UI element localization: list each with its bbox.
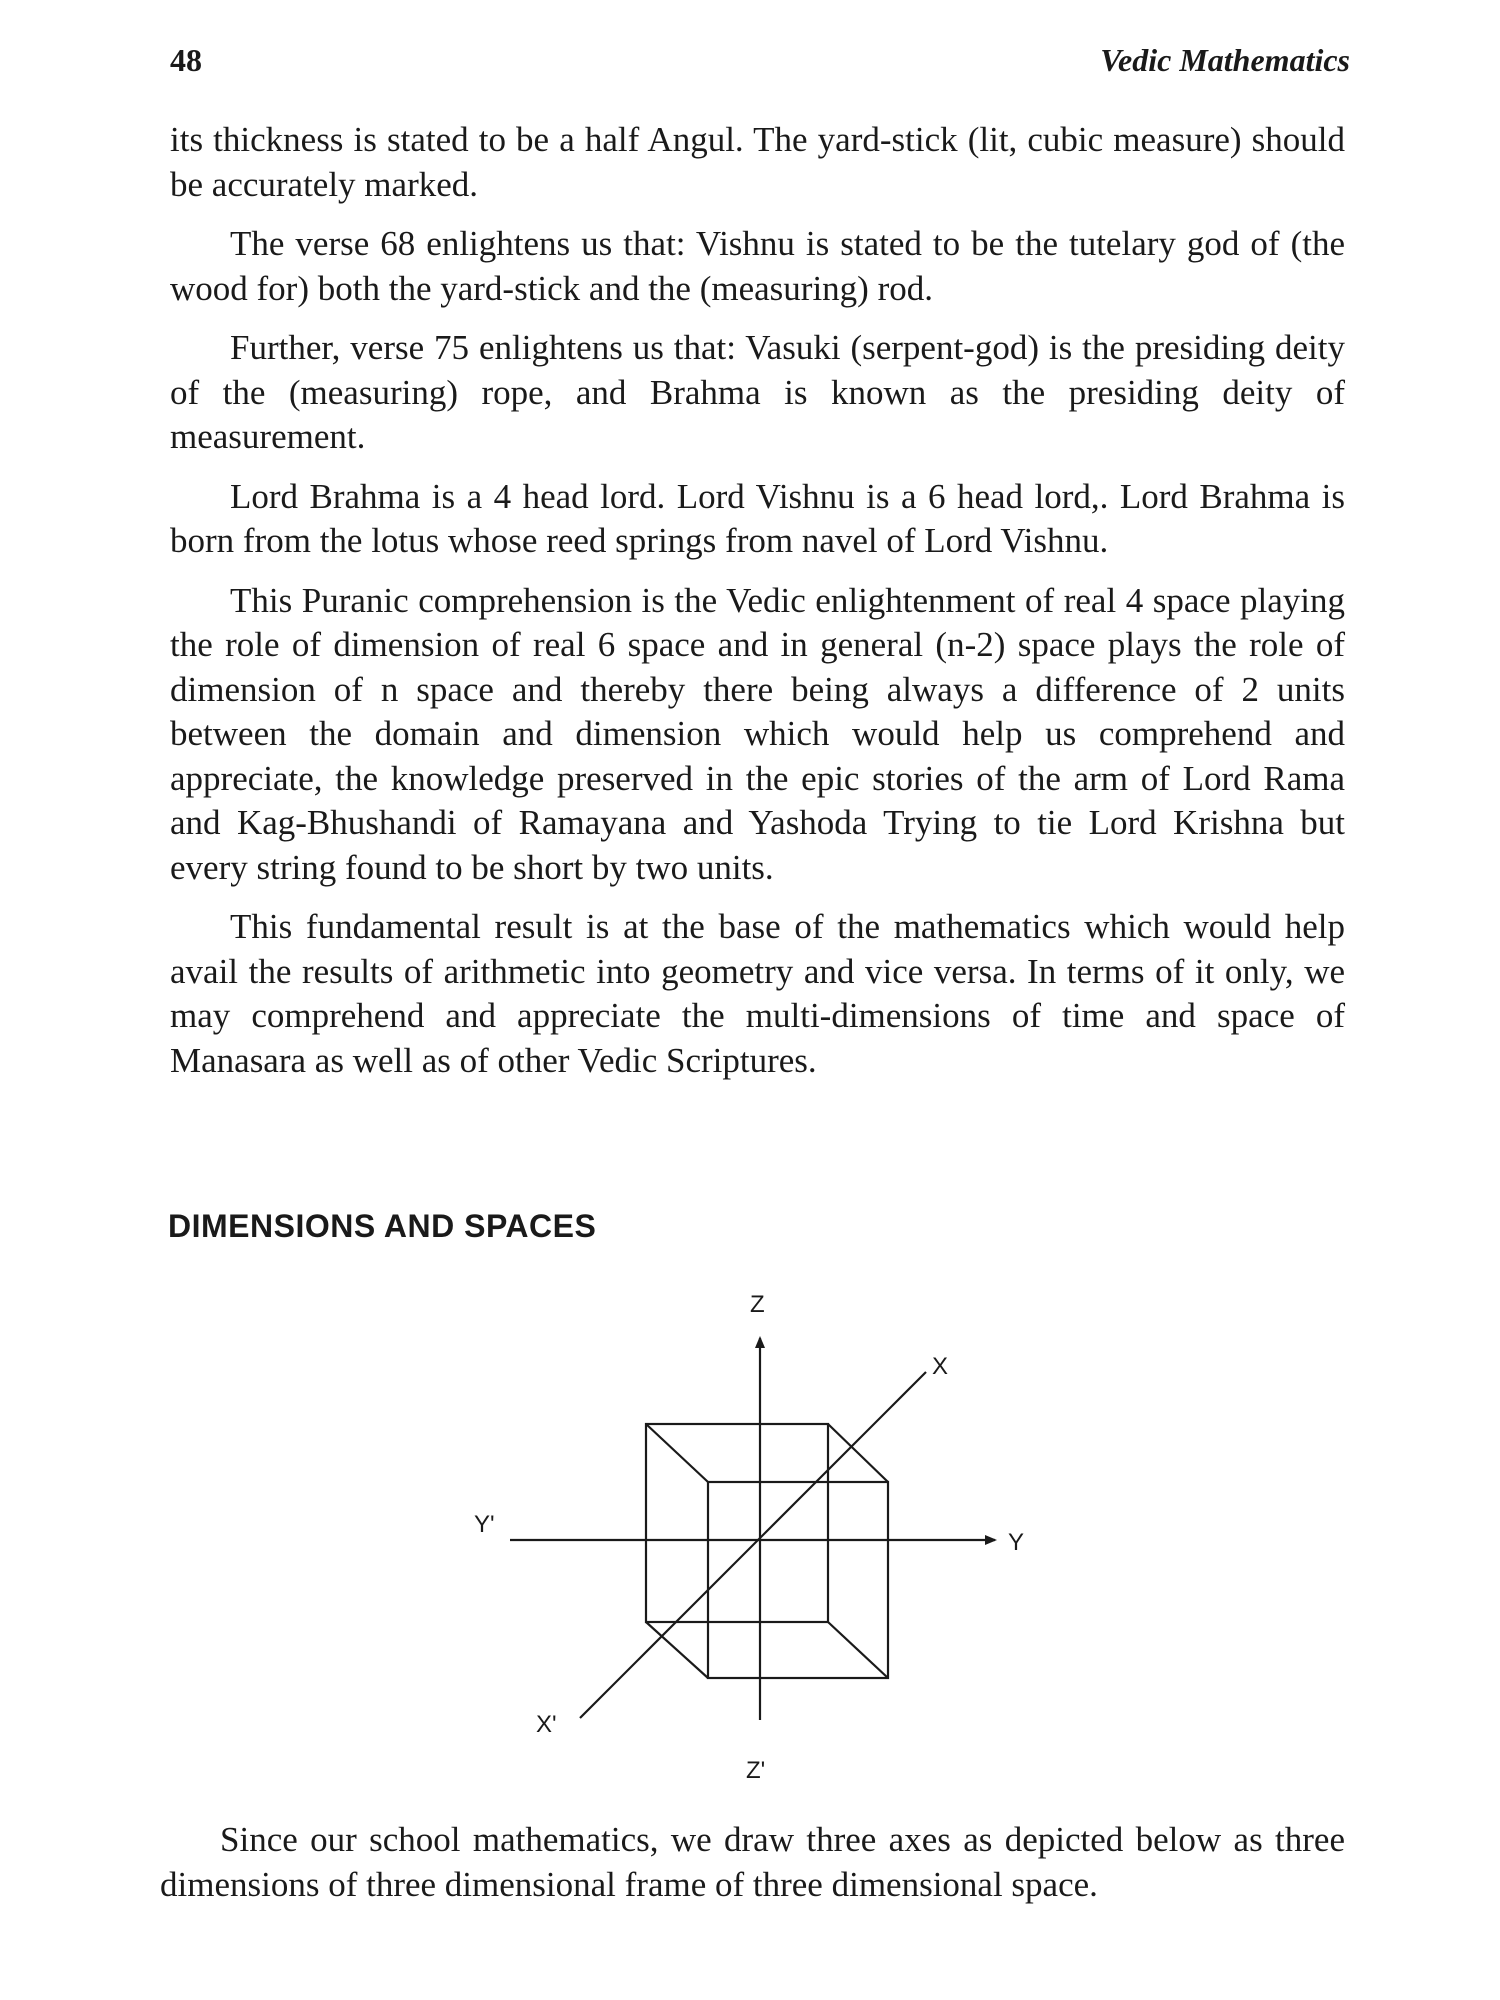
axis-label-x: X: [932, 1353, 949, 1380]
axis-label-z: Z: [750, 1291, 765, 1318]
body-text: [170, 118, 1345, 1098]
running-title: Vedic Mathematics: [1100, 42, 1350, 78]
paragraph: The verse 68 enlightens us that: Vishnu is stated to be the tutelary god of (the wood for) both the yard-stick and the (measuring) rod.: [170, 224, 1345, 308]
paragraph: Further, verse 75 enlightens us that: Vasuki (serpent-god) is the presiding deity of the (measuring) rope, and Brahma is known as the presiding deity of measurement.: [170, 328, 1345, 456]
cube-edge: [646, 1424, 708, 1482]
section-heading: DIMENSIONS AND SPACES: [168, 1208, 597, 1244]
cube-front-face: [708, 1482, 888, 1678]
axes-diagram: [440, 1270, 1060, 1790]
axis-label-z-prime: Z': [746, 1757, 766, 1784]
cube-edge: [828, 1622, 888, 1678]
paragraph: Since our school mathematics, we draw three axes as depicted below as three dimensions of three dimensional frame of three dimensional space.: [160, 1820, 1345, 1904]
cube-edge: [646, 1622, 708, 1678]
cube-edge: [828, 1424, 888, 1482]
paragraph: This Puranic comprehension is the Vedic enlightenment of real 4 space playing the role of dimension of real 6 space and in general (n-2) space plays the role of dimension of n space and thereby there being always a difference of 2 units between the domain and dimension which would help us comprehend and appreciate, the knowledge preserved in the epic stories of the arm of Lord Rama and Kag-Bhushandi of Ramayana and Yashoda Trying to tie Lord Krishna but every string found to be short by two units.: [170, 580, 1345, 887]
paragraph: This fundamental result is at the base of the mathematics which would help avail the results of arithmetic into geometry and vice versa. In terms of it only, we may comprehend and appreciate the multi-dimensions of time and space of Manasara as well as of other Vedic Scriptures.: [170, 907, 1345, 1080]
paragraph: its thickness is stated to be a half Angul. The yard-stick (lit, cubic measure) should be accurately marked.: [170, 120, 1345, 204]
page-number: 48: [170, 42, 202, 78]
cube-back-face: [646, 1424, 828, 1622]
axis-label-y-prime: Y': [474, 1511, 495, 1538]
axis-label-y: Y: [1008, 1529, 1025, 1556]
axis-label-x-prime: X': [536, 1711, 557, 1738]
paragraph: Lord Brahma is a 4 head lord. Lord Vishnu is a 6 head lord,. Lord Brahma is born from the lotus whose reed springs from navel of Lord Vishnu.: [170, 476, 1345, 560]
closing-text: [160, 1818, 1345, 1922]
axes-figure: [440, 1270, 1060, 1790]
